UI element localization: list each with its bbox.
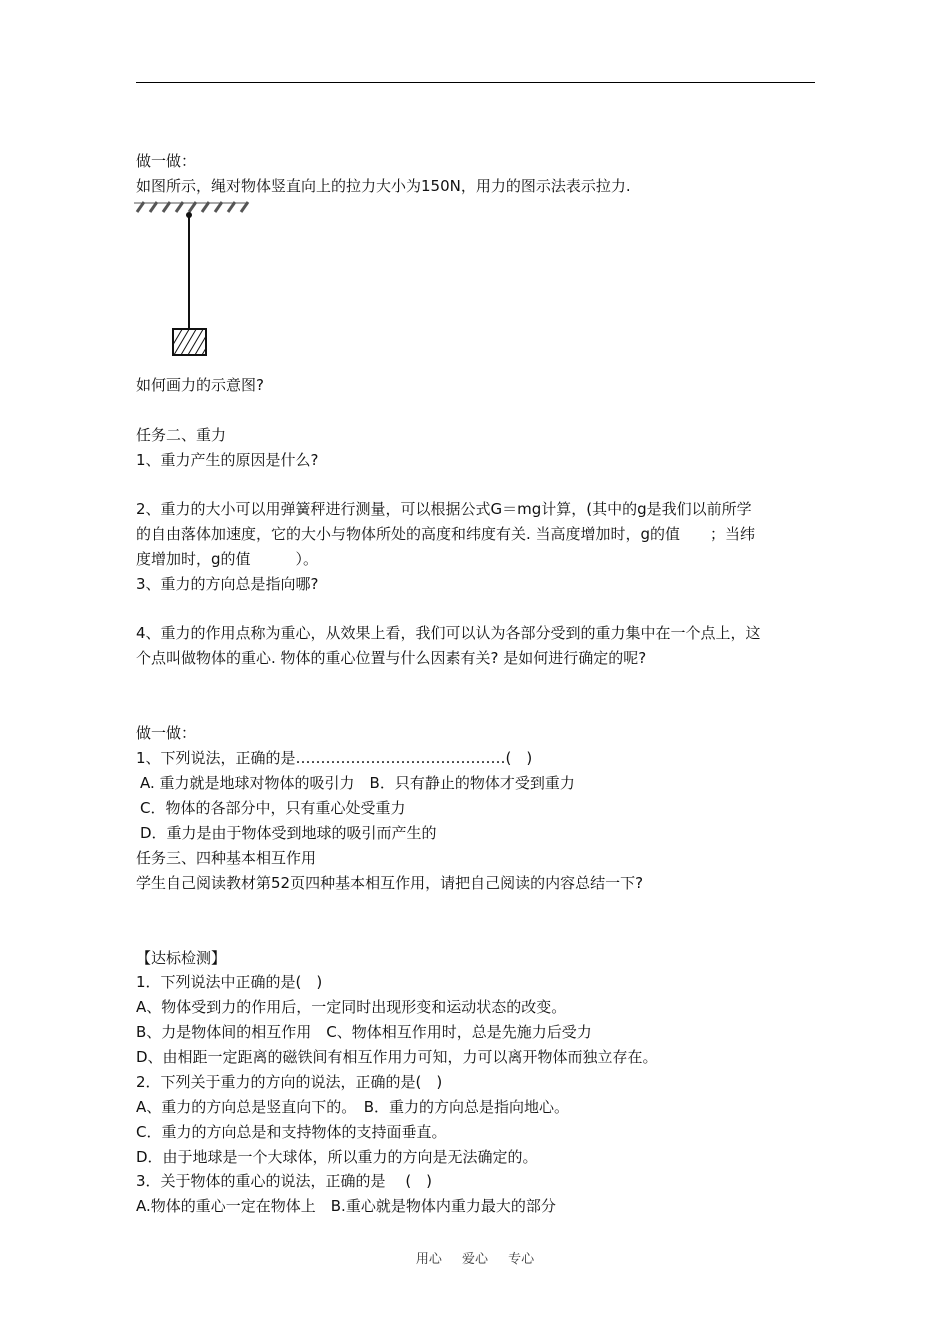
answer-option: D．重力是由于物体受到地球的吸引而产生的 [140,824,437,842]
answer-option: A.物体的重心一定在物体上 B.重心就是物体内重力最大的部分 [136,1197,556,1215]
question-text: 1、重力产生的原因是什么? [136,451,319,469]
footer-word: 用心 [415,1252,442,1267]
task-text: 学生自己阅读教材第52页四种基本相互作用，请把自己阅读的内容总结一下? [136,874,644,892]
question-text: 2、重力的大小可以用弹簧秤进行测量，可以根据公式G＝mg计算，(其中的g是我们以前所学 [136,500,752,518]
question-text: 3、重力的方向总是指向哪? [136,575,319,593]
question-text: 度增加时，g的值 ）。 [136,550,319,568]
block [164,326,219,360]
question-text: 如何画力的示意图? [136,376,264,394]
question-text: 1、下列说法，正确的是……………………………………( ) [136,749,533,767]
section-title: 【达标检测】 [136,949,227,967]
question-text: 个点叫做物体的重心. 物体的重心位置与什么因素有关? 是如何进行确定的呢? [136,649,647,667]
answer-option: D．由于地球是一个大球体，所以重力的方向是无法确定的。 [136,1148,538,1166]
question-text: 4、重力的作用点称为重心，从效果上看，我们可以认为各部分受到的重力集中在一个点上，这 [136,624,761,642]
footer-word: 爱心 [461,1252,488,1267]
section-heading: 做一做： [136,152,197,170]
page-footer [0,1248,950,1267]
answer-option: C．物体的各部分中，只有重心处受重力 [140,799,406,817]
question-text: 3．关于物体的重心的说法，正确的是 ( ) [136,1172,433,1190]
answer-option: C．重力的方向总是和支持物体的支持面垂直。 [136,1123,447,1141]
question-text: 2．下列关于重力的方向的说法，正确的是( ) [136,1073,443,1091]
answer-option: B、力是物体间的相互作用 C、物体相互作用时，总是先施力后受力 [136,1023,592,1041]
question-text: 的自由落体加速度，它的大小与物体所处的高度和纬度有关. 当高度增加时，g的值 ；当纬 [136,525,756,543]
section-title: 任务三、四种基本相互作用 [136,849,317,867]
task-text: 如图所示，绳对物体竖直向上的拉力大小为150N，用力的图示法表示拉力. [136,177,631,195]
footer-word: 专心 [508,1252,535,1267]
answer-option: A、重力的方向总是竖直向下的。 B．重力的方向总是指向地心。 [136,1098,570,1116]
header-rule [136,82,815,83]
answer-option: D、由相距一定距离的磁铁间有相互作用力可知，力可以离开物体而独立存在。 [136,1048,658,1066]
question-text: 1．下列说法中正确的是( ) [136,973,323,991]
hanging-block-figure [134,196,254,361]
answer-option: A. 重力就是地球对物体的吸引力 B．只有静止的物体才受到重力 [140,774,575,792]
section-title: 任务二、重力 [136,426,227,444]
section-heading: 做一做： [136,724,197,742]
answer-option: A、物体受到力的作用后，一定同时出现形变和运动状态的改变。 [136,998,567,1016]
